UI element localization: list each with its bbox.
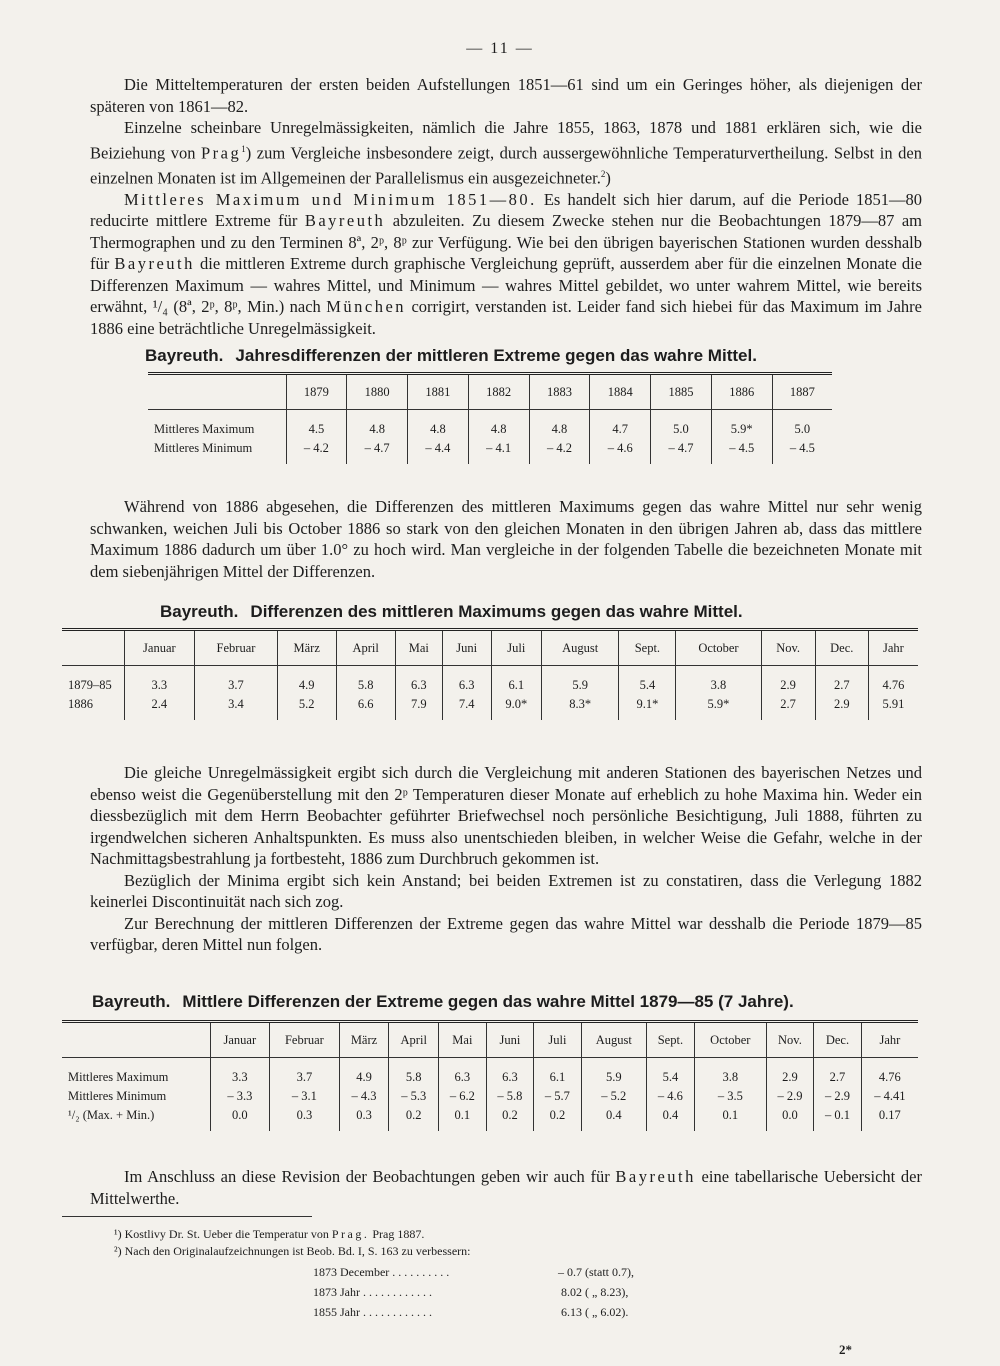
table3-cell: – 3.1 [270, 1087, 340, 1106]
paragraph-2: Einzelne scheinbare Unregelmässigkeiten, nämlich die Jahre 1855, 1863, 1878 und 1881 erklären sich, wie die Beiziehung von Prag$^1$) zum Vergleiche insbesondere zeigt, durch aussergewöhnliche Temperaturvertheilung. Selbst in den einzelnen Monaten ist im Allgemeinen der Parallelismus ein ausgezeichneter.$^2$) [90, 118, 922, 187]
paragraph-3-text-b: abzuleiten. Zu diesem Zwecke stehen nur die Beobachtungen 1879—87 am Thermographen und zu den Terminen 8ª, 2ᵖ, 8ᵖ zur Verfügung. Wie bei den übrigen bayerischen Stationen wurden desshalb für [90, 211, 922, 273]
footnote-2-text: Nach den Originalaufzeichnungen ist Beob. Bd. I, S. 163 zu verbessern: [124, 1244, 471, 1258]
table3-cell: 0.4 [646, 1106, 694, 1125]
footnote-1-text-b: Prag 1887. [369, 1227, 425, 1241]
table3-col-header: März [339, 1022, 389, 1058]
table-2 [62, 628, 918, 720]
correction-value: 8.02 [561, 1285, 582, 1299]
table2-col-header: October [676, 630, 761, 666]
table1-cell: – 4.6 [590, 439, 651, 458]
paragraph-3-text-c: die mittleren Extreme durch graphische Vergleichung geprüft, ausserdem aber für die einzelnen Monate die Differenzen Maximum — wahres Mittel, und Minimum — wahres Mittel gebildet, wo unter wahrem Mittel, wie bereits erwähnt, ¹/₄ (8ª, 2ᵖ, 8ᵖ, Min.) nach [90, 254, 922, 316]
table3-spacer-cell [210, 1125, 270, 1131]
table1-cell: 4.8 [347, 420, 408, 439]
table3-row-label: Mittleres Minimum [68, 1089, 167, 1103]
paragraph-3-text-d: corrigirt, verstanden ist. Leider fand sich hiebei für das Maximum im Jahre 1886 eine beträchtliche Unregelmässigkeit. [90, 297, 922, 338]
table2-cell: 2.7 [815, 676, 868, 695]
table2-spacer-cell [277, 666, 336, 677]
table3-col-header: Juli [534, 1022, 582, 1058]
table2-row [62, 676, 918, 695]
table3-col-header: Jahr [861, 1022, 918, 1058]
footnote-rule [62, 1216, 312, 1217]
table3-cell: 0.2 [486, 1106, 534, 1125]
city-name: München [326, 297, 407, 316]
table1-spacer-cell [772, 410, 832, 421]
table3-cell: 0.17 [861, 1106, 918, 1125]
paragraph-7: Zur Berechnung der mittleren Differenzen der Extreme gegen das wahre Mittel war desshalb die Periode 1879—85 verfügbar, deren Mittel nun folgen. [90, 913, 922, 954]
table3-cell: 5.9 [581, 1068, 646, 1087]
table1-spacer-cell [590, 458, 651, 464]
table2-spacer-cell [195, 666, 277, 677]
table2-row-label: 1879–85 [68, 678, 112, 692]
table1-spacer-cell [347, 458, 408, 464]
table1-cell: 4.7 [590, 420, 651, 439]
table2-col-header: Juni [442, 630, 491, 666]
table2-cell: 9.0* [491, 695, 542, 714]
table1-col-header: 1883 [529, 374, 590, 410]
paragraph-3-text-a: Es handelt sich hier darum, auf die Periode 1851—80 reducirte mittlere Extreme für [90, 189, 923, 230]
table2-spacer-cell [277, 714, 336, 720]
table2-cell: 6.3 [442, 676, 491, 695]
table2-cell: 5.9* [676, 695, 761, 714]
table2-col-header: Januar [124, 630, 195, 666]
table2-spacer-cell [542, 666, 619, 677]
table1-cell: – 4.2 [286, 439, 347, 458]
table3-spacer-cell [814, 1058, 862, 1069]
table2-spacer-cell [815, 714, 868, 720]
table2-spacer-cell [491, 666, 542, 677]
table1-row-label: Mittleres Minimum [154, 441, 253, 455]
table3-row-label: Mittleres Maximum [68, 1070, 169, 1084]
footnote-1-text-a: Kostlivy Dr. St. Ueber die Temperatur von [124, 1227, 332, 1241]
table1-row-label: Mittleres Maximum [154, 422, 255, 436]
table3-cell: – 5.2 [581, 1087, 646, 1106]
correction-item: 1873 December . . . . . . . . . . [313, 1265, 450, 1279]
table2-spacer-cell [619, 666, 676, 677]
table2-cell: 2.9 [761, 676, 815, 695]
table3-spacer-cell [814, 1125, 862, 1131]
correction-value: – 0.7 [558, 1265, 582, 1279]
table1-spacer-cell [468, 410, 529, 421]
table3-cell: – 4.6 [646, 1087, 694, 1106]
table2-col-header: Februar [195, 630, 277, 666]
table-1-header-row [148, 374, 832, 410]
table2-cell: 6.3 [395, 676, 442, 695]
table2-cell: 2.7 [761, 695, 815, 714]
table2-spacer-cell [868, 714, 918, 720]
table3-spacer-cell [270, 1125, 340, 1131]
table-3-city: Bayreuth. [92, 992, 171, 1011]
footnote-1 [62, 1226, 932, 1243]
table2-cell: 3.8 [676, 676, 761, 695]
table1-col-header: 1885 [651, 374, 712, 410]
table3-col-header: Februar [270, 1022, 340, 1058]
table-2-title [160, 602, 743, 622]
table2-cell: 5.4 [619, 676, 676, 695]
table1-col-header: 1884 [590, 374, 651, 410]
table1-col-header: 1881 [408, 374, 469, 410]
table1-spacer-cell [286, 458, 347, 464]
table3-cell: 0.0 [766, 1106, 814, 1125]
table1-cell: 4.8 [468, 420, 529, 439]
table2-spacer-cell [62, 714, 124, 720]
table3-spacer-cell [694, 1125, 766, 1131]
table3-cell: – 6.2 [439, 1087, 487, 1106]
table3-row [62, 1087, 918, 1106]
table2-spacer-cell [619, 714, 676, 720]
table2-spacer-cell [761, 714, 815, 720]
table1-spacer-cell [711, 410, 772, 421]
table3-spacer-cell [210, 1058, 270, 1069]
table1-row [148, 420, 832, 439]
table2-cell: 2.9 [815, 695, 868, 714]
table1-col-header: 1882 [468, 374, 529, 410]
table3-cell: 3.7 [270, 1068, 340, 1087]
table2-col-header: Dec. [815, 630, 868, 666]
table3-row-label: ¹/₂ (Max. + Min.) [68, 1108, 155, 1122]
table3-col-header: Mai [439, 1022, 487, 1058]
signature-mark: 2* [839, 1342, 852, 1357]
table2-col-header: April [336, 630, 395, 666]
table1-spacer-cell [711, 458, 772, 464]
table3-spacer-cell [861, 1058, 918, 1069]
table3-spacer-cell [339, 1125, 389, 1131]
table-1-city: Bayreuth. [145, 346, 224, 365]
table3-cell: – 2.9 [766, 1087, 814, 1106]
table3-cell: – 4.3 [339, 1087, 389, 1106]
table1-spacer-cell [772, 458, 832, 464]
footnote-2-mark: ²) [114, 1244, 122, 1258]
table2-row [62, 695, 918, 714]
table2-cell: 8.3* [542, 695, 619, 714]
table-3-title-text: Mittlere Differenzen der Extreme gegen das wahre Mittel 1879—85 (7 Jahre). [182, 992, 794, 1011]
table3-spacer-cell [581, 1058, 646, 1069]
table1-cell: 4.8 [529, 420, 590, 439]
table3-cell: 2.7 [814, 1068, 862, 1087]
correction-item: 1873 Jahr . . . . . . . . . . . . [313, 1285, 432, 1299]
table3-spacer-cell [389, 1125, 439, 1131]
table1-spacer-cell [529, 458, 590, 464]
table1-row [148, 439, 832, 458]
table1-cell: 5.0 [772, 420, 832, 439]
table2-cell: 5.2 [277, 695, 336, 714]
table2-cell: 7.4 [442, 695, 491, 714]
table3-cell: – 4.41 [861, 1087, 918, 1106]
table3-spacer-cell [581, 1125, 646, 1131]
table3-cell: – 3.5 [694, 1087, 766, 1106]
table3-cell: – 3.3 [210, 1087, 270, 1106]
table2-cell: 3.7 [195, 676, 277, 695]
table2-cell: 5.91 [868, 695, 918, 714]
table3-cell: 3.8 [694, 1068, 766, 1087]
table2-cell: 5.8 [336, 676, 395, 695]
table2-spacer-cell [336, 666, 395, 677]
table1-spacer-cell [347, 410, 408, 421]
table2-col-header: Sept. [619, 630, 676, 666]
table3-cell: – 5.8 [486, 1087, 534, 1106]
table2-spacer-cell [195, 714, 277, 720]
table3-cell: 0.3 [270, 1106, 340, 1125]
correction-item: 1855 Jahr . . . . . . . . . . . . [313, 1305, 432, 1319]
correction-row [313, 1305, 628, 1320]
paragraph-8-text-a: Im Anschluss an diese Revision der Beobachtungen geben wir auch für [124, 1167, 616, 1186]
table1-cell: 5.9* [711, 420, 772, 439]
table2-spacer-cell [336, 714, 395, 720]
table3-spacer-cell [389, 1058, 439, 1069]
table3-cell: 0.1 [439, 1106, 487, 1125]
page-number: — 11 — [466, 40, 534, 57]
table3-col-header: Sept. [646, 1022, 694, 1058]
table2-spacer-cell [442, 666, 491, 677]
table2-row-label: 1886 [68, 697, 93, 711]
section-heading: Mittleres Maximum und Minimum 1851—80. [124, 189, 537, 209]
table2-cell: 4.76 [868, 676, 918, 695]
table-1 [148, 372, 832, 464]
table1-col-header: 1887 [772, 374, 832, 410]
table3-cell: 4.76 [861, 1068, 918, 1087]
table2-spacer-cell [676, 666, 761, 677]
table1-spacer-cell [408, 458, 469, 464]
table2-spacer-cell [442, 714, 491, 720]
table3-col-header: April [389, 1022, 439, 1058]
table3-col-header: Nov. [766, 1022, 814, 1058]
table-3-header-row [62, 1022, 918, 1058]
table3-col-header: August [581, 1022, 646, 1058]
table1-spacer-cell [651, 458, 712, 464]
city-name: Bayreuth [615, 1167, 696, 1186]
table2-spacer-cell [676, 714, 761, 720]
table1-cell: – 4.2 [529, 439, 590, 458]
paragraph-4-section [90, 496, 922, 582]
table1-cell: – 4.5 [711, 439, 772, 458]
footnote-ref-2: 2 [600, 168, 606, 179]
table2-col-header: Juli [491, 630, 542, 666]
table3-cell: 4.9 [339, 1068, 389, 1087]
table-1-corner [148, 374, 286, 410]
correction-row [313, 1285, 628, 1300]
table3-cell: 3.3 [210, 1068, 270, 1087]
paragraph-2-text-b: ) zum Vergleiche insbesondere zeigt, durch aussergewöhnliche Temperaturvertheilung. Selbst in den einzelnen Monaten ist im Allgemeinen der Parallelismus ein ausgezeichneter. [90, 143, 922, 187]
table1-col-header: 1880 [347, 374, 408, 410]
table3-spacer-cell [861, 1125, 918, 1131]
table3-spacer-cell [486, 1058, 534, 1069]
footnote-1-mark: ¹) [114, 1227, 122, 1241]
table3-col-header: Dec. [814, 1022, 862, 1058]
table2-cell: 6.1 [491, 676, 542, 695]
paragraph-4: Während von 1886 abgesehen, die Differenzen des mittleren Maximums gegen das wahre Mittel nur sehr wenig schwanken, weichen Juli bis October 1886 so stark von den gleichen Monaten in den übrigen Jahren ab, dass das mittlere Maximum 1886 dadurch um über 1.0° zu hoch wird. Man vergleiche in der folgenden Tabelle die bezeichneten Monate mit dem siebenjährigen Mittel der Differenzen. [90, 497, 922, 581]
table3-cell: 2.9 [766, 1068, 814, 1087]
middle-section [90, 762, 922, 956]
table1-spacer-cell [408, 410, 469, 421]
table1-cell: 5.0 [651, 420, 712, 439]
paragraph-2-text-a: Einzelne scheinbare Unregelmässigkeiten, nämlich die Jahre 1855, 1863, 1878 und 1881 erklären sich, wie die Beiziehung von [90, 118, 922, 162]
correction-note: ( „ 6.02). [582, 1305, 629, 1319]
table2-cell: 3.3 [124, 676, 195, 695]
table3-spacer-cell [766, 1125, 814, 1131]
table1-cell: – 4.5 [772, 439, 832, 458]
table2-col-header: Mai [395, 630, 442, 666]
paragraph-6: Bezüglich der Minima ergibt sich kein Anstand; bei beiden Extremen ist zu constatiren, dass die Verlegung 1882 keinerlei Discontinuität nach sich zog. [90, 870, 922, 911]
table3-cell: 6.3 [486, 1068, 534, 1087]
table2-spacer-cell [815, 666, 868, 677]
footnote-2 [62, 1243, 932, 1260]
table2-spacer-cell [542, 714, 619, 720]
table2-cell: 7.9 [395, 695, 442, 714]
table1-cell: – 4.1 [468, 439, 529, 458]
correction-value: 6.13 [561, 1305, 582, 1319]
table2-col-header: August [542, 630, 619, 666]
table3-cell: 0.2 [389, 1106, 439, 1125]
table1-spacer-cell [286, 410, 347, 421]
table3-row [62, 1068, 918, 1087]
paragraph-8 [90, 1166, 922, 1209]
paragraph-3 [90, 189, 922, 340]
table3-col-header: Juni [486, 1022, 534, 1058]
table1-spacer-cell [468, 458, 529, 464]
table3-cell: 5.8 [389, 1068, 439, 1087]
table3-cell: 0.3 [339, 1106, 389, 1125]
table3-cell: – 2.9 [814, 1087, 862, 1106]
paragraph-8-section [90, 1166, 922, 1209]
table3-cell: 6.1 [534, 1068, 582, 1087]
table2-cell: 5.9 [542, 676, 619, 695]
table3-col-header: Januar [210, 1022, 270, 1058]
city-name: Bayreuth [304, 211, 386, 230]
table3-spacer-cell [339, 1058, 389, 1069]
table2-spacer-cell [124, 666, 195, 677]
table1-cell: – 4.4 [408, 439, 469, 458]
table2-cell: 2.4 [124, 695, 195, 714]
table3-cell: – 5.7 [534, 1087, 582, 1106]
table3-spacer-cell [646, 1125, 694, 1131]
city-name: Bayreuth [114, 254, 195, 273]
table1-spacer-cell [529, 410, 590, 421]
table-2-corner [62, 630, 124, 666]
table2-spacer-cell [491, 714, 542, 720]
table3-cell: 0.4 [581, 1106, 646, 1125]
table3-cell: – 5.3 [389, 1087, 439, 1106]
table2-cell: 3.4 [195, 695, 277, 714]
table1-spacer-cell [590, 410, 651, 421]
table2-spacer-cell [868, 666, 918, 677]
table3-cell: – 0.1 [814, 1106, 862, 1125]
table2-col-header: Jahr [868, 630, 918, 666]
table3-cell: 6.3 [439, 1068, 487, 1087]
table3-spacer-cell [62, 1125, 210, 1131]
table-2-header-row [62, 630, 918, 666]
paragraph-5: Die gleiche Unregelmässigkeit ergibt sich durch die Vergleichung mit anderen Stationen des bayerischen Netzes und ebenso weist die Gegenüberstellung mit den 2ᵖ Temperaturen dieser Monate auf erheblich zu hohe Maxima hin. Weder ein diessbezüglich mit dem Herrn Beobachter geführter Briefwechsel noch persönliche Besichtigung, Juli 1888, führten zu irgendwelchen sicheren Anhaltspunkten. Es muss also unentschieden bleiben, in welcher Weise die Gefahr, welche in der Nachmittagsbestrahlung ja fortbesteht, 1886 zum Durchbruch gekommen ist. [90, 763, 922, 868]
table-3-corner [62, 1022, 210, 1058]
table1-bottom-spacer [148, 458, 832, 464]
table-2-title-text: Differenzen des mittleren Maximums gegen das wahre Mittel. [250, 602, 743, 621]
table3-cell: 0.2 [534, 1106, 582, 1125]
table1-col-header: 1879 [286, 374, 347, 410]
table-1-title [145, 346, 757, 366]
table-3 [62, 1020, 918, 1131]
footnote-ref-1: 1 [241, 143, 246, 154]
paragraph-8-text-b: eine tabellarische Uebersicht der Mittelwerthe. [90, 1167, 922, 1208]
table-3-spacer [62, 1058, 918, 1069]
table1-cell: – 4.7 [347, 439, 408, 458]
table1-col-header: 1886 [711, 374, 772, 410]
table3-spacer-cell [270, 1058, 340, 1069]
table3-spacer-cell [439, 1125, 487, 1131]
table3-spacer-cell [534, 1058, 582, 1069]
table1-cell: – 4.7 [651, 439, 712, 458]
table2-spacer-cell [761, 666, 815, 677]
table2-col-header: März [277, 630, 336, 666]
table-1-spacer [148, 410, 832, 421]
table2-col-header: Nov. [761, 630, 815, 666]
table2-bottom-spacer [62, 714, 918, 720]
prag-name: Prag [201, 143, 242, 162]
table2-spacer-cell [395, 666, 442, 677]
correction-row [313, 1265, 634, 1280]
table2-cell: 4.9 [277, 676, 336, 695]
table2-cell: 9.1* [619, 695, 676, 714]
paragraph-1: Die Mitteltemperaturen der ersten beiden Aufstellungen 1851—61 sind um ein Geringes höher, als diejenigen der späteren von 1861—82. [90, 75, 922, 116]
table3-spacer-cell [646, 1058, 694, 1069]
table3-spacer-cell [694, 1058, 766, 1069]
table1-cell: 4.8 [408, 420, 469, 439]
table3-spacer-cell [439, 1058, 487, 1069]
table2-spacer-cell [395, 714, 442, 720]
table2-spacer-cell [124, 714, 195, 720]
table-2-city: Bayreuth. [160, 602, 239, 621]
intro-section [90, 74, 922, 339]
footnotes [62, 1226, 932, 1260]
table3-spacer-cell [766, 1058, 814, 1069]
table-3-title [92, 992, 794, 1012]
table3-bottom-spacer [62, 1125, 918, 1131]
footnote-1-city: Prag. [331, 1227, 370, 1241]
table1-spacer-cell [148, 458, 286, 464]
table3-cell: 0.1 [694, 1106, 766, 1125]
table3-cell: 0.0 [210, 1106, 270, 1125]
table1-spacer-cell [651, 410, 712, 421]
table-1-title-text: Jahresdifferenzen der mittleren Extreme gegen das wahre Mittel. [235, 346, 757, 365]
table2-cell: 6.6 [336, 695, 395, 714]
correction-note: (statt 0.7), [582, 1265, 634, 1279]
table3-spacer-cell [486, 1125, 534, 1131]
table3-cell: 5.4 [646, 1068, 694, 1087]
table3-col-header: October [694, 1022, 766, 1058]
table1-cell: 4.5 [286, 420, 347, 439]
table-2-spacer [62, 666, 918, 677]
table3-spacer-cell [534, 1125, 582, 1131]
correction-note: ( „ 8.23), [582, 1285, 629, 1299]
table3-row [62, 1106, 918, 1125]
